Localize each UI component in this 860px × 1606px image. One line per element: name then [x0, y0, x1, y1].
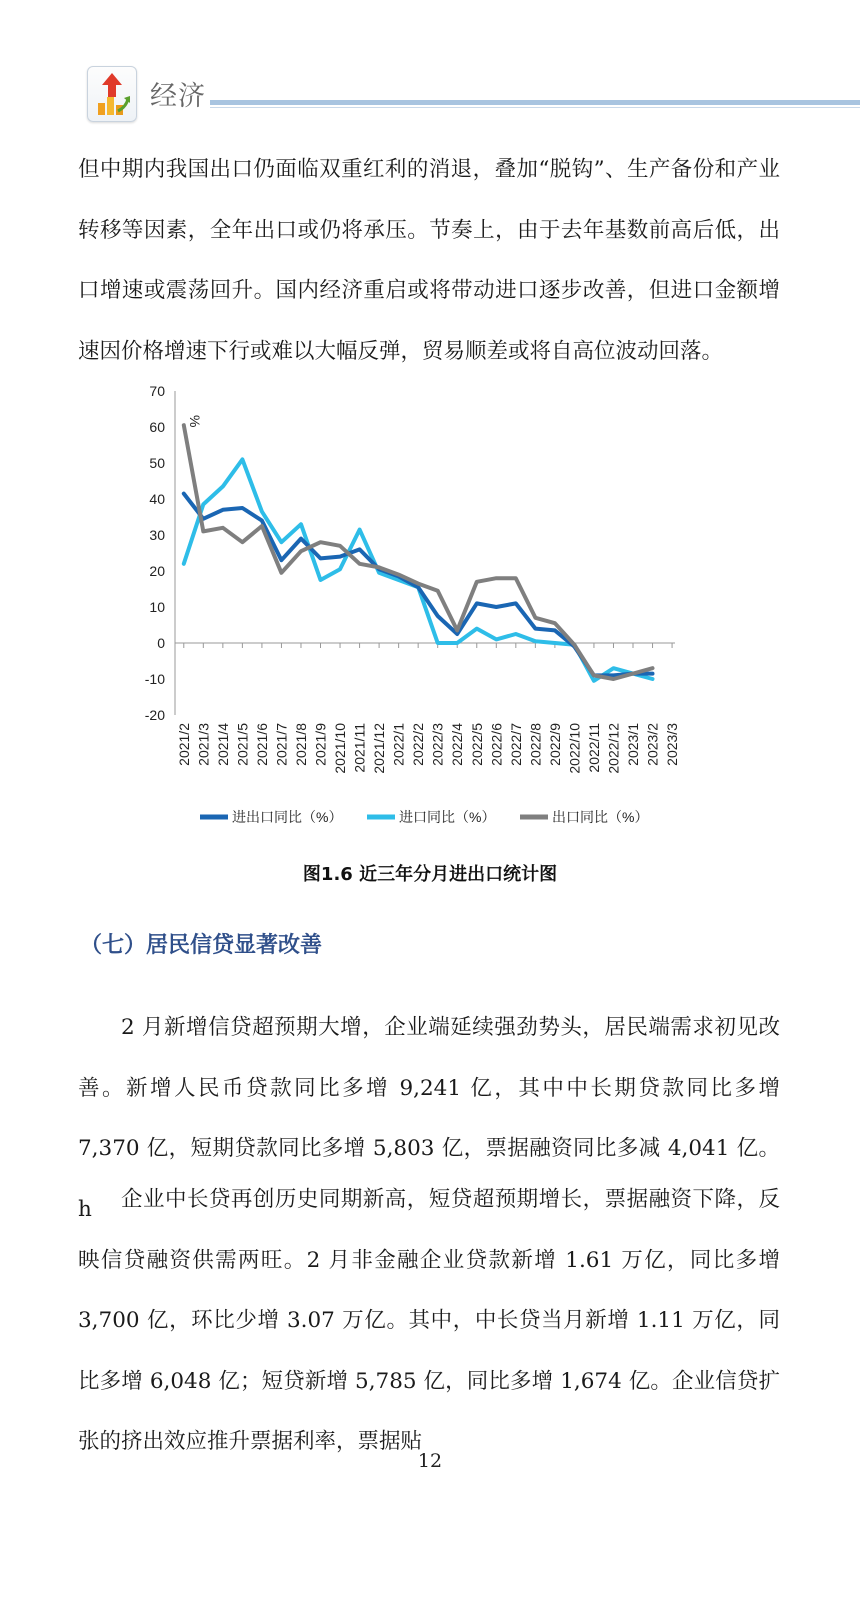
x-tick-label: 2022/7 [507, 723, 524, 766]
x-tick-label: 2022/11 [585, 723, 602, 773]
y-tick-label: 70 [149, 383, 165, 399]
figure-caption: 图1.6 近三年分月进出口统计图 [302, 864, 558, 885]
y-tick-label: 10 [149, 599, 165, 615]
x-tick-label: 2022/9 [546, 723, 563, 766]
x-tick-label: 2022/12 [605, 723, 622, 774]
body-paragraph: 但中期内我国出口仍面临双重红利的消退，叠加“脱钩”、生产备份和产业转移等因素，全年出口或仍将承压。节奏上，由于去年基数前高后低，出口增速或震荡回升。国内经济重启或将带动进口逐步改善，但进口金额增速因价格增速下行或难以大幅反弹，贸易顺差或将自高位波动回落。 [78, 157, 780, 364]
x-tick-label: 2021/6 [253, 723, 270, 766]
x-tick-label: 2022/5 [468, 723, 485, 766]
page-number: 12 [417, 1450, 443, 1472]
x-tick-label: 2022/6 [488, 723, 505, 766]
series-line [184, 425, 653, 679]
legend-label: 进口同比（%） [399, 809, 496, 825]
x-tick-label: 2021/11 [351, 723, 368, 773]
y-tick-label: 30 [149, 527, 165, 543]
x-tick-label: 2022/10 [566, 723, 583, 774]
y-tick-label: 0 [157, 635, 165, 651]
y-tick-label: -10 [144, 671, 165, 687]
x-tick-label: 2021/8 [292, 723, 309, 766]
x-tick-label: 2022/8 [527, 723, 544, 766]
x-tick-label: 2023/1 [625, 723, 642, 766]
y-tick-label: 40 [149, 491, 165, 507]
x-tick-label: 2022/2 [410, 723, 427, 766]
x-tick-label: 2021/7 [273, 723, 290, 766]
page-header [0, 0, 860, 130]
x-tick-label: 2023/3 [664, 723, 681, 766]
y-tick-label: 50 [149, 455, 165, 471]
legend-label: 出口同比（%） [552, 809, 649, 825]
y-tick-label: -20 [144, 707, 165, 723]
unit-label: % [187, 415, 203, 428]
x-tick-label: 2021/4 [214, 723, 231, 766]
x-tick-label: 2022/1 [390, 723, 407, 766]
chart-up-arrow-icon [88, 67, 136, 121]
legend-label: 进出口同比（%） [232, 809, 343, 825]
x-tick-label: 2021/12 [371, 723, 388, 774]
x-tick-label: 2022/4 [449, 723, 466, 766]
header-divider-thin [210, 107, 860, 108]
section-logo [87, 66, 137, 122]
y-tick-label: 60 [149, 419, 165, 435]
x-tick-label: 2021/10 [332, 723, 349, 774]
x-tick-label: 2021/5 [234, 723, 251, 766]
trade-line-chart [130, 375, 730, 855]
x-tick-label: 2021/2 [175, 723, 192, 766]
body-paragraph: 2 月新增信贷超预期大增，企业端延续强劲势头，居民端需求初见改善。新增人民币贷款同比多增 9,241 亿，其中中长期贷款同比多增 7,370 亿，短期贷款同比多增 5,803 亿，票据融资同比多减 4,041 亿。h [78, 1015, 780, 1222]
x-tick-label: 2022/3 [429, 723, 446, 766]
section-heading: （七）居民信贷显著改善 [80, 933, 323, 958]
header-divider [210, 100, 860, 105]
x-tick-label: 2021/3 [195, 723, 212, 766]
y-tick-label: 20 [149, 563, 165, 579]
section-title: 经济 [150, 81, 206, 112]
x-tick-label: 2023/2 [644, 723, 661, 766]
body-paragraph: 企业中长贷再创历史同期新高，短贷超预期增长，票据融资下降，反映信贷融资供需两旺。2 月非金融企业贷款新增 1.61 万亿，同比多增 3,700 亿，环比少增 3.07 万亿。其中，中长贷当月新增 1.11 万亿，同比多增 6,048 亿；短贷新增 5,785 亿，同比多增 1,674 亿。企业信贷扩张的挤出效应推升票据利率，票据贴 [78, 1187, 780, 1454]
x-tick-label: 2021/9 [312, 723, 329, 766]
